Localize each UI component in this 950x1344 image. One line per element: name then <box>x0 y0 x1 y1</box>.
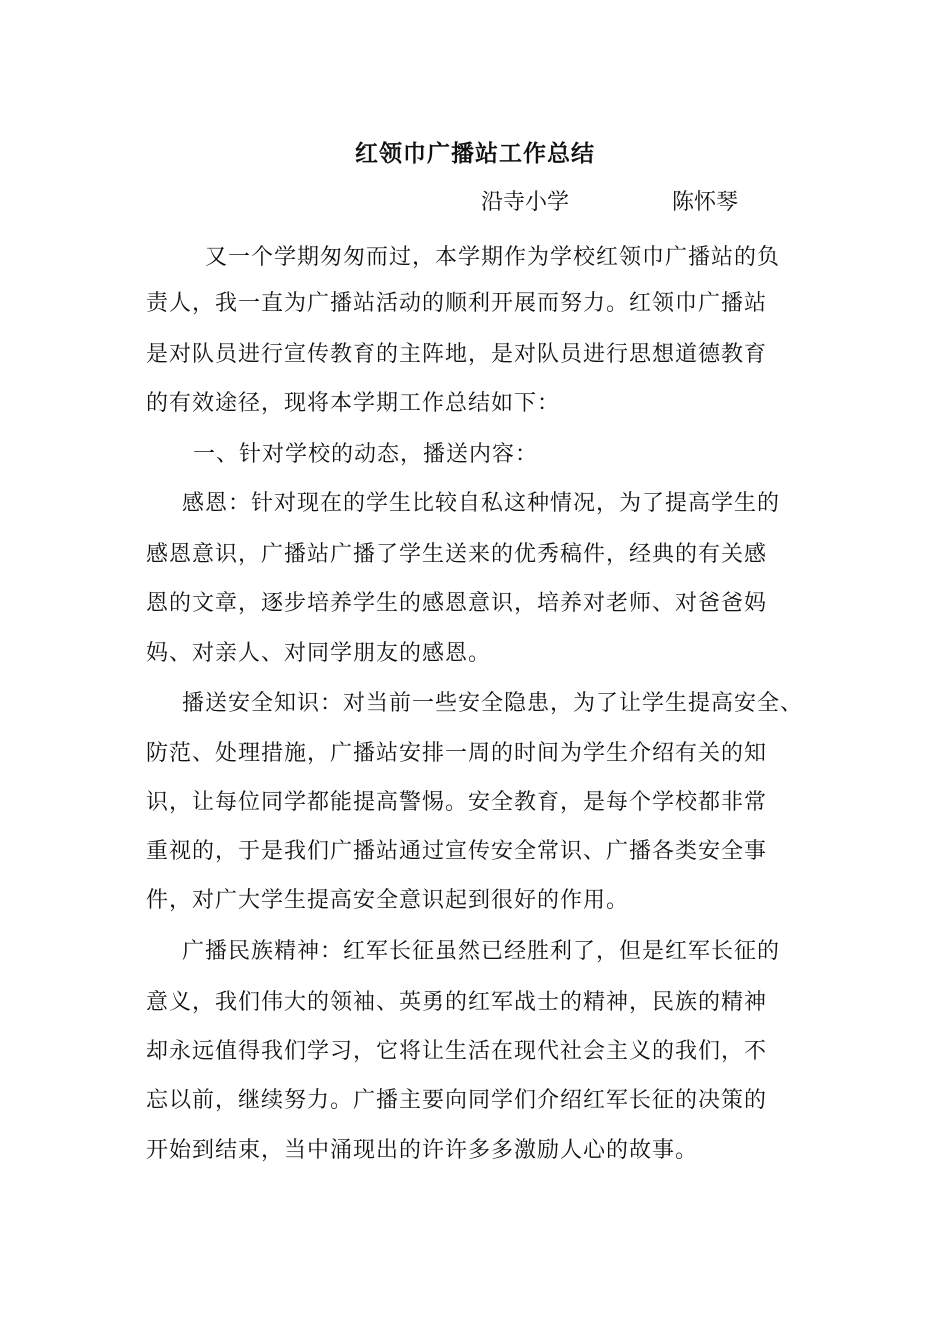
author-name: 陈怀琴 <box>672 190 739 215</box>
text-line: 识，让每位同学都能提高警惕。安全教育，是每个学校都非常 <box>146 790 768 815</box>
text-line: 感恩意识，广播站广播了学生送来的优秀稿件，经典的有关感 <box>146 542 768 567</box>
text-line: 感恩：针对现在的学生比较自私这种情况，为了提高学生的 <box>182 491 781 516</box>
text-line: 防范、处理措施，广播站安排一周的时间为学生介绍有关的知 <box>146 741 768 766</box>
text-line: 的有效途径，现将本学期工作总结如下： <box>146 391 561 416</box>
text-line: 妈、对亲人、对同学朋友的感恩。 <box>146 641 492 666</box>
text-line: 责人，我一直为广播站活动的顺利开展而努力。红领巾广播站 <box>146 291 768 316</box>
text-line: 广播民族精神：红军长征虽然已经胜利了，但是红军长征的 <box>182 939 781 964</box>
text-line: 恩的文章，逐步培养学生的感恩意识，培养对老师、对爸爸妈 <box>146 591 768 616</box>
text-line: 却永远值得我们学习，它将让生活在现代社会主义的我们，不 <box>146 1039 768 1064</box>
text-line: 是对队员进行宣传教育的主阵地，是对队员进行思想道德教育 <box>146 342 768 367</box>
text-line: 忘以前，继续努力。广播主要向同学们介绍红军长征的决策的 <box>146 1088 768 1113</box>
text-line: 开始到结束，当中涌现出的许许多多激励人心的故事。 <box>146 1138 699 1163</box>
text-line: 又一个学期匆匆而过，本学期作为学校红领巾广播站的负 <box>205 245 781 270</box>
text-line: 意义，我们伟大的领袖、英勇的红军战士的精神，民族的精神 <box>146 990 768 1015</box>
document-title: 红领巾广播站工作总结 <box>355 140 595 167</box>
text-line: 播送安全知识：对当前一些安全隐患，为了让学生提高安全、 <box>182 691 804 716</box>
text-line: 件，对广大学生提高安全意识起到很好的作用。 <box>146 888 630 913</box>
school-name: 沿寺小学 <box>481 190 570 215</box>
text-line: 重视的，于是我们广播站通过宣传安全常识、广播各类安全事 <box>146 839 768 864</box>
section-heading: 一、针对学校的动态，播送内容： <box>193 442 539 467</box>
